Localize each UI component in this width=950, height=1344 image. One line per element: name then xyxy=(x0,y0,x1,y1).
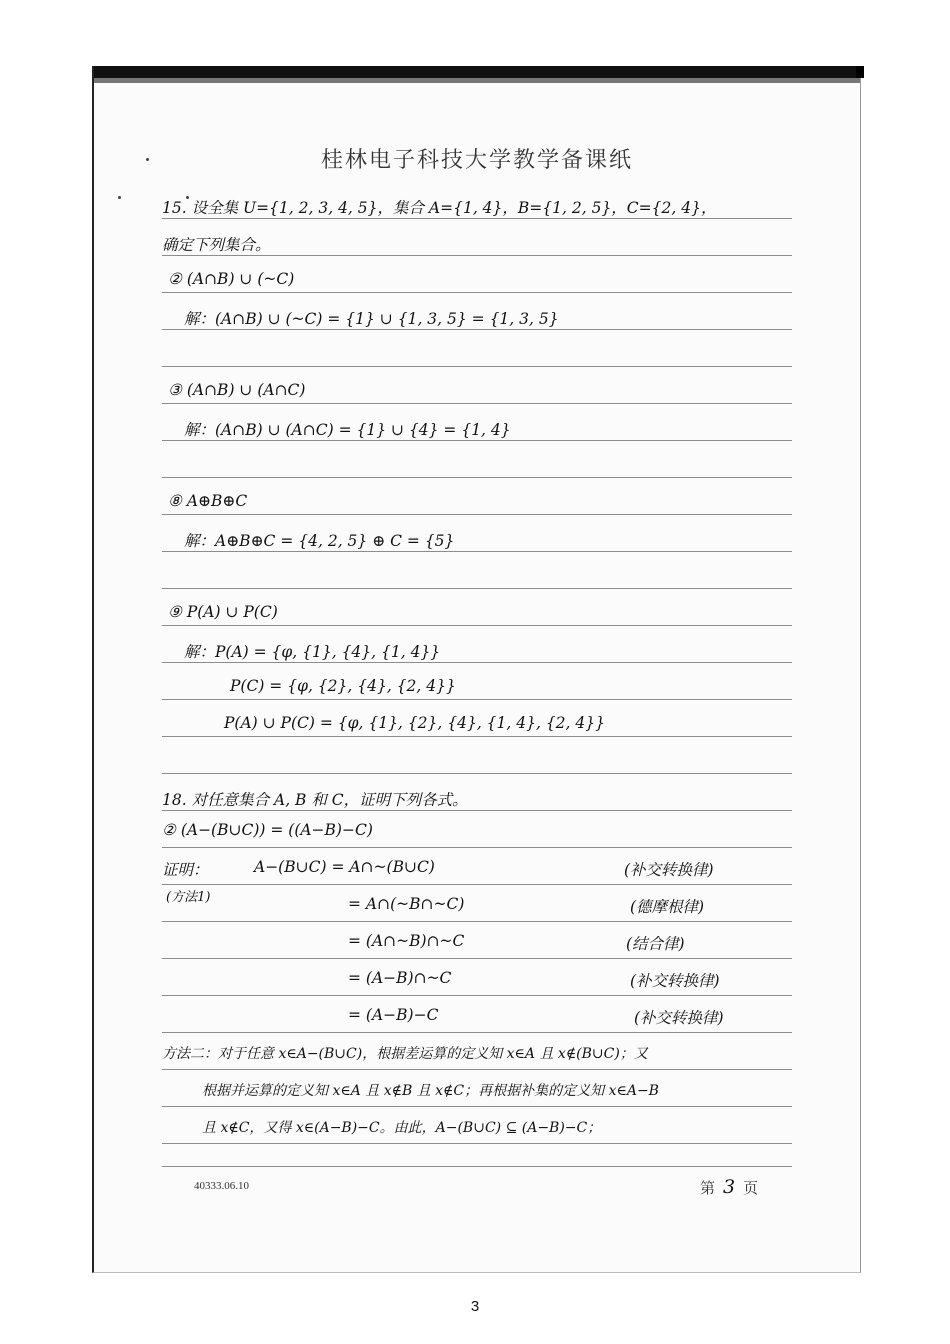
ruled-line xyxy=(162,1143,792,1144)
proof-step-1: A−(B∪C) = A∩~(B∪C) xyxy=(254,858,435,876)
ruled-line xyxy=(162,921,792,922)
problem-15-instruction: 确定下列集合。 xyxy=(162,236,271,254)
item-9-solution-pa: 解：P(A) = {φ, {1}, {4}, {1, 4}} xyxy=(184,643,441,661)
proof-label: 证明： xyxy=(162,861,209,879)
problem-18-statement: 18. 对任意集合 A, B 和 C，证明下列各式。 xyxy=(162,791,468,809)
proof-step-3-reason: (结合律) xyxy=(626,935,685,953)
ruled-line xyxy=(162,773,792,774)
sheet-page-label xyxy=(700,1176,758,1198)
ruled-line xyxy=(162,366,792,367)
ruled-line xyxy=(162,1106,792,1107)
proof-step-2-reason: (德摩根律) xyxy=(630,898,705,916)
ruled-line xyxy=(162,1032,792,1033)
proof-step-5: = (A−B)−C xyxy=(348,1006,439,1024)
ruled-line xyxy=(162,514,792,515)
lesson-paper-sheet xyxy=(92,66,861,1273)
method-2-line-1: 方法二：对于任意 x∈A−(B∪C)，根据差运算的定义知 x∈A 且 x∉(B∪C)；又 xyxy=(162,1046,648,1062)
ruled-line xyxy=(162,255,792,256)
item-9-expression: ⑨ P(A) ∪ P(C) xyxy=(168,603,278,621)
proof-step-3: = (A∩~B)∩~C xyxy=(348,932,465,950)
ruled-line xyxy=(162,588,792,589)
scan-top-border xyxy=(94,66,860,78)
problem-15-statement: 15. 设全集 U={1, 2, 3, 4, 5}，集合 A={1, 4}，B={1, 2, 5}，C={2, 4}， xyxy=(162,199,717,217)
scan-top-shadow xyxy=(94,78,860,83)
item-9-solution-union: P(A) ∪ P(C) = {φ, {1}, {2}, {4}, {1, 4}, {2, 4}} xyxy=(224,714,605,732)
ruled-line xyxy=(162,218,792,219)
ruled-line xyxy=(162,995,792,996)
proof-step-2: = A∩(~B∩~C) xyxy=(348,895,465,913)
item-3-solution: 解：(A∩B) ∪ (A∩C) = {1} ∪ {4} = {1, 4} xyxy=(184,421,511,439)
item-2-solution: 解：(A∩B) ∪ (~C) = {1} ∪ {1, 3, 5} = {1, 3, 5} xyxy=(184,310,559,328)
method-2-line-3: 且 x∉C，又得 x∈(A−B)−C。由此，A−(B∪C) ⊆ (A−B)−C； xyxy=(202,1120,602,1136)
item-9-solution-pc: P(C) = {φ, {2}, {4}, {2, 4}} xyxy=(230,677,456,695)
ruled-line xyxy=(162,292,792,293)
method-2-line-2: 根据并运算的定义知 x∈A 且 x∉B 且 x∉C；再根据补集的定义知 x∈A−B xyxy=(202,1083,659,1099)
ruled-line xyxy=(162,625,792,626)
ruled-line xyxy=(162,403,792,404)
form-code: 40333.06.10 xyxy=(194,1180,249,1192)
ruled-line xyxy=(162,662,792,663)
sheet-title: 桂林电子科技大学教学备课纸 xyxy=(320,148,633,173)
document-page-number: 3 xyxy=(470,1298,480,1315)
ruled-line xyxy=(162,847,792,848)
ruled-line xyxy=(162,736,792,737)
scan-speck xyxy=(146,158,149,161)
ruled-line xyxy=(162,440,792,441)
ruled-line xyxy=(162,699,792,700)
ruled-line xyxy=(162,329,792,330)
item-8-solution: 解：A⊕B⊕C = {4, 2, 5} ⊕ C = {5} xyxy=(184,532,455,550)
page-prefix: 第 xyxy=(700,1179,716,1197)
scan-corner xyxy=(856,66,864,78)
proof-step-4: = (A−B)∩~C xyxy=(348,969,452,987)
ruled-line xyxy=(162,810,792,811)
proof-step-5-reason: (补交转换律) xyxy=(634,1009,724,1027)
item-3-expression: ③ (A∩B) ∪ (A∩C) xyxy=(168,381,306,399)
ruled-line xyxy=(162,551,792,552)
scan-speck xyxy=(186,196,189,199)
page-suffix: 页 xyxy=(743,1179,759,1197)
problem-18-item-2: ② (A−(B∪C)) = ((A−B)−C) xyxy=(162,821,373,839)
scan-speck xyxy=(118,196,121,199)
proof-step-4-reason: (补交转换律) xyxy=(630,972,720,990)
ruled-line xyxy=(162,884,792,885)
ruled-line xyxy=(162,477,792,478)
proof-step-1-reason: (补交转换律) xyxy=(624,861,714,879)
method-1-label: (方法1) xyxy=(166,890,211,905)
ruled-line xyxy=(162,958,792,959)
item-2-expression: ② (A∩B) ∪ (~C) xyxy=(168,270,295,288)
item-8-expression: ⑧ A⊕B⊕C xyxy=(168,492,248,510)
ruled-line xyxy=(162,1166,792,1167)
ruled-line xyxy=(162,1069,792,1070)
handwritten-page-number: 3 xyxy=(723,1176,736,1198)
